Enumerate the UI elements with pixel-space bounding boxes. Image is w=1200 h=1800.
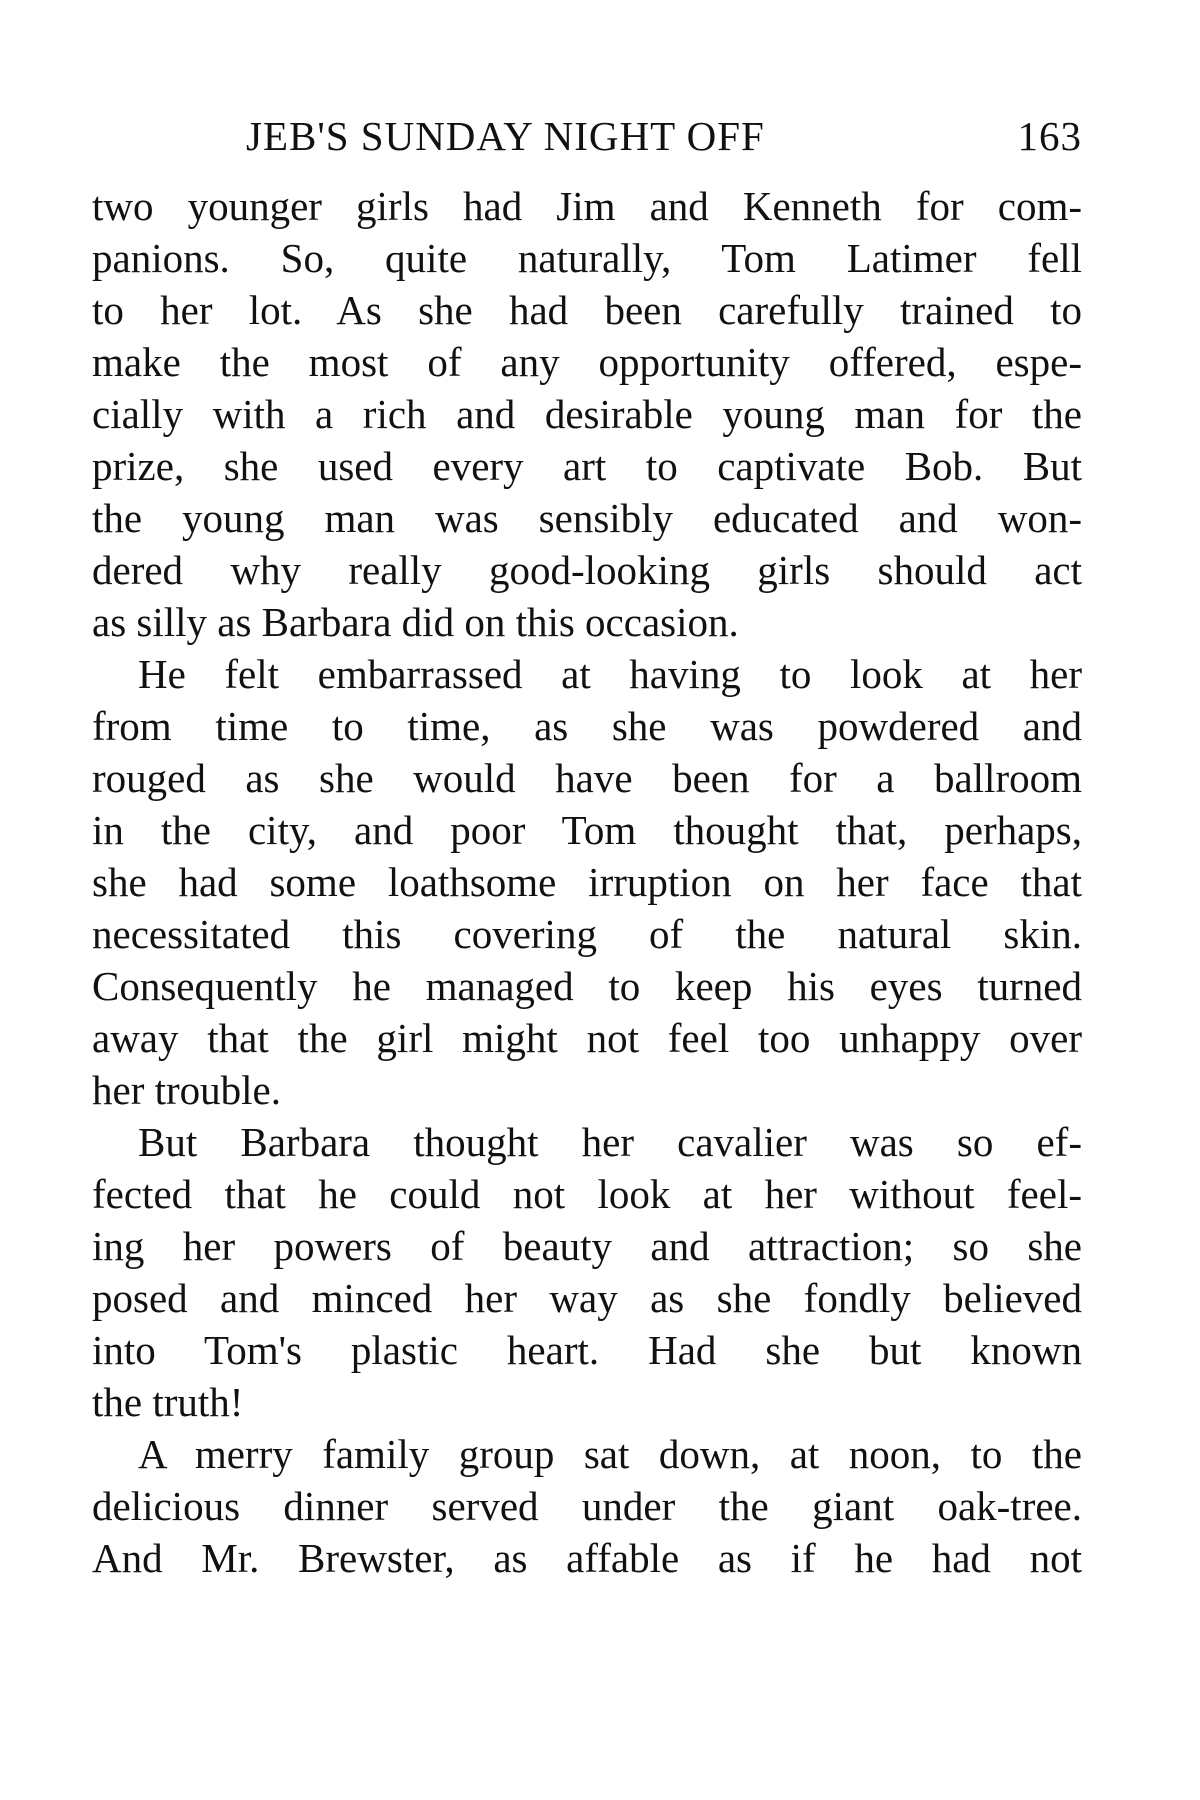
text-line: He felt embarrassed at having to look at her — [138, 651, 1082, 697]
text-line: necessitated this covering of the natural skin. — [92, 911, 1082, 957]
text-line: in the city, and poor Tom thought that, perhaps, — [92, 807, 1082, 853]
paragraph-1 — [92, 180, 1082, 648]
text-line: posed and minced her way as she fondly believed — [92, 1275, 1082, 1321]
text-line: the young man was sensibly educated and won- — [92, 495, 1082, 541]
text-line: dered why really good-looking girls should act — [92, 547, 1082, 593]
text-line: panions. So, quite naturally, Tom Latimer fell — [92, 235, 1082, 281]
text-line: two younger girls had Jim and Kenneth for com- — [92, 183, 1082, 229]
text-line: And Mr. Brewster, as affable as if he had not — [92, 1535, 1082, 1581]
paragraph-4 — [92, 1428, 1082, 1584]
chapter-title: JEB'S SUNDAY NIGHT OFF — [246, 113, 765, 159]
text-line: A merry family group sat down, at noon, to the — [138, 1431, 1082, 1477]
page-number: 163 — [1017, 113, 1082, 159]
text-line: the truth! — [92, 1379, 244, 1425]
running-head — [92, 112, 1082, 172]
text-line: make the most of any opportunity offered, espe- — [92, 339, 1082, 385]
text-line: delicious dinner served under the giant oak-tree. — [92, 1483, 1082, 1529]
text-line: fected that he could not look at her without feel- — [92, 1171, 1082, 1217]
text-line: ing her powers of beauty and attraction; so she — [92, 1223, 1082, 1269]
text-line: to her lot. As she had been carefully trained to — [92, 287, 1082, 333]
text-line: her trouble. — [92, 1067, 281, 1113]
text-line: away that the girl might not feel too unhappy over — [92, 1015, 1082, 1061]
text-line: into Tom's plastic heart. Had she but known — [92, 1327, 1082, 1373]
text-line: But Barbara thought her cavalier was so ef- — [138, 1119, 1082, 1165]
body-text — [92, 180, 1082, 1584]
text-line: prize, she used every art to captivate Bob. But — [92, 443, 1082, 489]
text-line: she had some loathsome irruption on her face that — [92, 859, 1082, 905]
paragraph-2 — [92, 648, 1082, 1116]
text-line: rouged as she would have been for a ballroom — [92, 755, 1082, 801]
text-line: cially with a rich and desirable young man for the — [92, 391, 1082, 437]
text-line: Consequently he managed to keep his eyes turned — [92, 963, 1082, 1009]
paragraph-3 — [92, 1116, 1082, 1428]
text-line: as silly as Barbara did on this occasion. — [92, 599, 739, 645]
text-line: from time to time, as she was powdered and — [92, 703, 1082, 749]
